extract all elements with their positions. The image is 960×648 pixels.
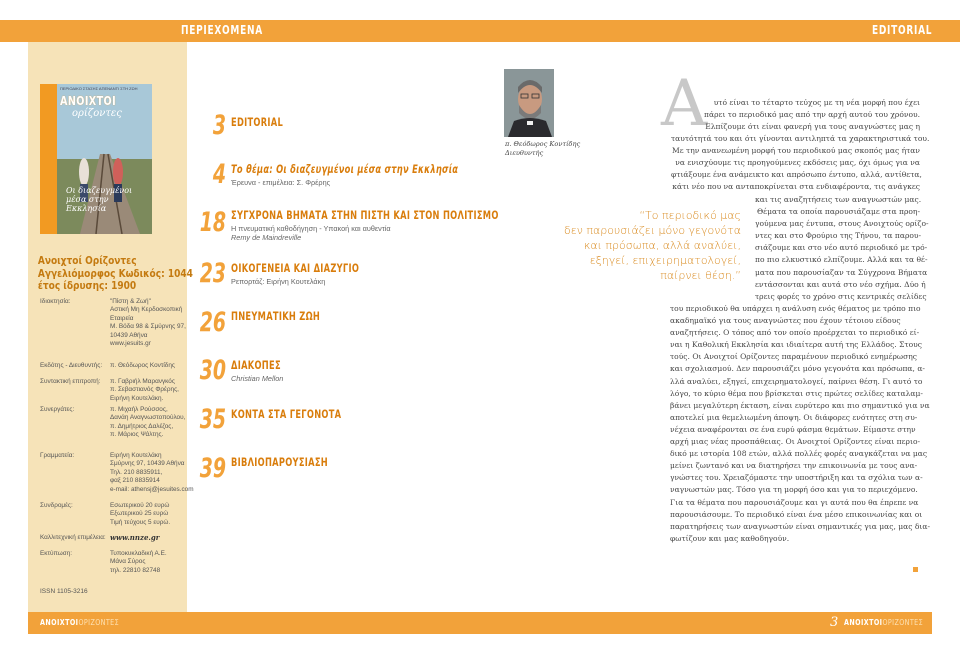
info-line: Μ. Βόδα 98 & Σμύρνης 97,: [110, 323, 186, 331]
info-line: Σμύρνης 97, 10439 Αθήνα: [110, 460, 185, 468]
info-line: Αστική Μη Κερδοσκοπική: [110, 306, 183, 314]
publication-code: Αγγελιόμορφος Κωδικός: 1044: [37, 266, 193, 280]
body-line: λλά αναλύει, εξηγεί, επιχειρηματολογεί, παίρνει θέση. Γι αυτό το: [670, 376, 923, 386]
info-values: [110, 502, 190, 527]
info-line: Μάνα Σύρος: [110, 558, 146, 566]
issn-number: ISSN 1105-3216: [40, 588, 88, 595]
info-key: Συντακτική επιτροπή:: [40, 378, 101, 385]
info-line: Ειρήνη Κουτελάκη.: [110, 394, 164, 402]
toc-entry-title[interactable]: ΚΟΝΤΑ ΣΤΑ ΓΕΓΟΝΟΤΑ: [231, 407, 342, 421]
publication-founded: έτος ίδρυσης: 1900: [37, 279, 137, 292]
header-contents-label: ΠΕΡΙΕΧΟΜΕΝΑ: [181, 22, 263, 37]
info-line: τηλ. 22810 82748: [110, 566, 161, 574]
body-line: ματα που παρουσίαζαν τα Σύγχρονα Βήματα: [755, 267, 928, 277]
info-values: [110, 452, 194, 494]
body-line: ναι η Καθολική Εκκλησία και ιδιαίτερα αυτή της Ελλάδος. Στους: [670, 340, 922, 350]
toc-page-number: 3: [212, 110, 226, 141]
footer-left-brand: [40, 618, 119, 627]
toc-entry-subtitle: Έρευνα - επιμέλεια: Σ. Φρέρης: [231, 178, 331, 187]
footer-brand-part: ΟΡΙΖΟΝΤΕΣ: [78, 618, 120, 627]
info-line: φαξ 210 8835914: [110, 477, 160, 485]
article-end-mark: [913, 567, 918, 572]
toc-page-number: 35: [199, 404, 226, 435]
body-line: Ελπίζουμε ότι είναι φανερή για τους αναγνώστες μας η: [705, 122, 920, 132]
body-line: τούς. Οι Ανοιχτοί Ορίζοντες παραμένουν περιοδικό ενημέρωσης: [670, 352, 917, 362]
cover-top-text: ΠΕΡΙΟΔΙΚΟ ΣΤΑΣΗΣ ΑΠΕΝΑΝΤΙ ΣΤΗ ΖΩΗ: [60, 86, 138, 91]
body-line: γούμενα μας έντυπα, στους Ανοιχτούς ορίζο-: [755, 219, 929, 229]
info-key: Γραμματεία:: [40, 452, 75, 459]
info-line: π. Γαβριήλ Μαρανγκός: [110, 378, 175, 385]
body-line: νέχεια αναφέρονται σε ένα ευρύ φάσμα θεμάτων. Είμαστε στην: [670, 424, 916, 434]
body-line: Για τα θέματα που παρουσιάζουμε και γι αυτά που θα έπρεπε να: [670, 497, 919, 507]
footer-bar: [28, 612, 932, 634]
info-line: Τιμή τεύχους 5 ευρώ.: [110, 518, 171, 526]
body-line: μείνει ζωντανό και να διατηρήσει την επικοινωνία με τους ανα-: [670, 461, 918, 471]
footer-brand-part: ΑΝΟΙΧΤΟΙ: [40, 618, 79, 627]
toc-entry-title[interactable]: EDITORIAL: [231, 115, 284, 129]
info-line: π. Δημήτριος Δαλέζος,: [110, 422, 174, 430]
pull-quote-line: εξηγεί, επιχειρηματολογεί,: [589, 254, 741, 267]
body-line: υτό είναι το τέταρτο τεύχος με τη νέα μορφή που έχει: [713, 98, 920, 107]
editorial-paragraph-top-cont: [671, 133, 930, 193]
pull-quote-line: δεν παρουσιάζει μόνο γεγονότα: [564, 224, 741, 237]
info-line: "Πίστη & Ζωή": [110, 298, 151, 305]
body-line: εντάσσονται και αυτά στο νέο σχήμα. Δύο ή: [755, 279, 926, 289]
publication-details: [28, 254, 193, 293]
toc-entry-title[interactable]: ΔΙΑΚΟΠΕΣ: [231, 358, 281, 372]
photo-caption: [505, 140, 580, 158]
toc-entry-author: Christian Mellon: [231, 374, 284, 383]
art-direction-website[interactable]: www.nnze.gr: [110, 533, 160, 542]
body-line: ντες και στο Φρούριο της Τήνου, τα παρου-: [755, 231, 922, 241]
info-email-link[interactable]: e-mail: athensj@jesuites.com: [110, 485, 194, 493]
info-line: Εξωτερικού 25 ευρώ: [110, 510, 169, 518]
body-line: ταυτότητά του και ότι γίνονται αντιληπτά τα χαρακτηριστικά του.: [671, 134, 930, 143]
info-values: [110, 362, 190, 370]
body-line: και τις αναζητήσεις των αναγνωστών μας.: [755, 195, 922, 204]
body-line: αποτελεί μια θεμελιωμένη άποψη. Οι διάφορες ενότητες στη συ-: [670, 412, 918, 422]
body-line: φωτίζουν και μας καθοδηγούν.: [670, 533, 790, 543]
info-values: [110, 298, 190, 348]
info-website-link[interactable]: www.jesuits.gr: [110, 340, 151, 348]
info-key: Συνδρομές:: [40, 502, 73, 509]
toc-entry-title[interactable]: ΒΙΒΛΙΟΠΑΡΟΥΣΙΑΣΗ: [231, 455, 329, 469]
body-line: παρατηρήσεις των αναγνωστών είναι σημαντικές για μας, μας δια-: [670, 521, 931, 531]
info-key: Συνεργάτες:: [40, 406, 75, 413]
toc-page-number: 30: [199, 355, 226, 386]
cover-title: ΑΝΟΙΧΤΟΙ: [60, 94, 117, 108]
top-header-bar: [0, 20, 960, 42]
photo-caption-name: π. Θεόδωρος Κοντίδης: [505, 140, 581, 148]
cover-caption: Οι διαζευγμένοι μέσα στην Εκκλησία: [66, 186, 133, 213]
toc-entry-author: Remy de Maindreville: [231, 233, 302, 242]
pull-quote-line: και πρόσωπα, αλλά αναλύει,: [583, 239, 741, 252]
publication-name: Ανοιχτοί Ορίζοντες: [37, 254, 137, 267]
body-line: σιάζουμε και στο νέο αυτό περιοδικό με τρό-: [755, 243, 928, 253]
toc-entry-title[interactable]: ΟΙΚΟΓΕΝΕΙΑ ΚΑΙ ΔΙΑΖΥΓΙΟ: [231, 261, 360, 275]
info-line: π. Θεόδωρος Κοντίδης: [110, 362, 175, 369]
info-values: [110, 550, 190, 575]
body-line: πο πιο ελκυστικό ελπίζουμε. Αλλά και τα θέ-: [755, 255, 928, 265]
info-key: Καλλιτεχνική επιμέλεια:: [40, 534, 106, 541]
info-line: Εταιρεία: [110, 314, 134, 322]
body-line: ναγνωστών μας. Τόσο για τη μορφή όσο και για το περιεχόμενο.: [670, 485, 918, 495]
info-key: Εκτύπωση:: [40, 550, 73, 557]
toc-entry-title[interactable]: ΣΥΓΧΡΟΝΑ ΒΗΜΑΤΑ ΣΤΗΝ ΠΙΣΤΗ ΚΑΙ ΣΤΟΝ ΠΟΛΙΤΙΣΜΟ: [231, 208, 499, 222]
body-line: και σχολιασμού. Δεν παρουσιάζει μόνο γεγονότα και πρόσωπα, α-: [670, 364, 925, 374]
info-values: [110, 378, 190, 403]
info-key: Ιδιοκτησία:: [40, 298, 71, 305]
director-portrait: [504, 69, 554, 137]
toc-entry-subtitle: Η πνευματική καθοδήγηση - Υπακοή και αυθεντία: [231, 224, 391, 233]
cover-orange-band: [40, 84, 57, 234]
body-line: παρουσιάσουμε. Το περιοδικό είναι ένα μέσο επικοινωνίας και οι: [670, 509, 923, 519]
photo-caption-role: Διευθυντής: [505, 149, 544, 157]
editorial-paragraph-mid: [755, 194, 929, 303]
info-line: π. Μάριος Ψάλτης.: [110, 431, 164, 439]
info-line: Τηλ. 210 8835911,: [110, 468, 163, 476]
toc-page-number: 18: [199, 207, 226, 238]
header-editorial-label: EDITORIAL: [872, 22, 933, 37]
toc-page-number: 26: [199, 307, 226, 338]
toc-entry-title[interactable]: ΠΝΕΥΜΑΤΙΚΗ ΖΩΗ: [231, 309, 321, 323]
footer-brand-part: ΑΝΟΙΧΤΟΙ: [844, 618, 883, 627]
info-line: Τυποκυκλαδική Α.Ε.: [110, 550, 167, 557]
editorial-paragraph-bottom: [670, 303, 931, 545]
body-line: φτιάξουμε ένα ανάμεικτο και απρόσωπο έντυπο, αλλά, αντίθετα,: [671, 170, 922, 180]
pull-quote: [563, 208, 741, 283]
footer-brand-part: ΟΡΙΖΟΝΤΕΣ: [882, 618, 924, 627]
info-values: [110, 406, 190, 440]
body-line: κάτι νέο που να ανταποκρίνεται στα ενδιαφέροντα, τις ανάγκες: [672, 182, 920, 192]
info-line: Δανάη Αναγνωστοπούλου,: [110, 414, 186, 422]
footer-right-brand: [844, 618, 923, 627]
body-line: να ενισχύουμε τις προηγούμενες εκδόσεις μας, όχι όμως για να: [675, 158, 920, 168]
body-line: βάνει μεγαλύτερη έκταση, είναι ευρύτερο και πιο σημαντικό για να: [670, 400, 930, 410]
body-line: ακαδημαϊκό για τους αναγνώστες που έχουν τέτοιου είδους: [670, 316, 901, 326]
info-line: π. Μιχαήλ Ρούσσος,: [110, 406, 168, 413]
cover-subtitle: ορίζοντες: [72, 108, 122, 119]
editorial-paragraph-top: [704, 97, 920, 133]
body-line: γνώστες του. Χρειαζόμαστε την υποστήριξη και τα σχόλια των α-: [670, 473, 923, 483]
body-line: του περιοδικού θα υπάρχει η ανάλυση ενός θέματος με τρόπο πιο: [670, 304, 921, 313]
toc-entry-title[interactable]: Το θέμα: Οι διαζευγμένοι μέσα στην Εκκλησία: [231, 162, 459, 176]
info-line: π. Σεβαστιανός Φρέρης,: [110, 386, 179, 394]
body-line: Με την ανανεωμένη μορφή του περιοδικού μας σκοπός μας ήταν: [671, 146, 920, 156]
info-line: 10439 Αθήνα: [110, 331, 148, 339]
body-line: πάρει το περιοδικό μας από την αρχή αυτού του χρόνου.: [704, 110, 920, 120]
body-line: λόγο, το κύριο θέμα που βρίσκεται στις πρώτες σελίδες καταλαμ-: [670, 388, 923, 398]
drop-cap: Α: [661, 67, 708, 141]
body-line: αναζητήσεις. Ο τόπος από τον οποίο προέρχεται το περιοδικό εί-: [670, 328, 920, 338]
magazine-cover-image: [40, 84, 152, 234]
info-key: Εκδότης - Διευθυντής:: [40, 362, 103, 369]
info-line: Ειρήνη Κουτελάκη: [110, 452, 162, 459]
toc-page-number: 23: [199, 258, 226, 289]
body-line: δικό με ιστορία 108 ετών, αλλά πολλές φορές αναγκάζεται να μας: [670, 449, 928, 459]
info-values: [110, 534, 190, 542]
pull-quote-line: “Το περιοδικό μας: [639, 209, 741, 222]
body-line: Θέματα τα οποία παρουσιάζαμε στα προη-: [756, 207, 920, 217]
pull-quote-line: παίρνει θέση.”: [660, 269, 741, 282]
portrait-illustration: [504, 69, 554, 137]
toc-page-number: 4: [212, 159, 226, 190]
info-line: Εσωτερικού 20 ευρώ: [110, 502, 170, 509]
footer-page-number: 3: [830, 615, 839, 630]
toc-entry-subtitle: Ρεπορτάζ: Ειρήνη Κουτελάκη: [231, 277, 326, 286]
toc-page-number: 39: [199, 453, 226, 484]
body-line: τρεις φορές το χρόνο στις κεντρικές σελίδες: [755, 291, 927, 301]
body-line: αρχή μιας νέας προσπάθειας. Οι Ανοιχτοί Ορίζοντες είναι περιο-: [670, 437, 921, 447]
